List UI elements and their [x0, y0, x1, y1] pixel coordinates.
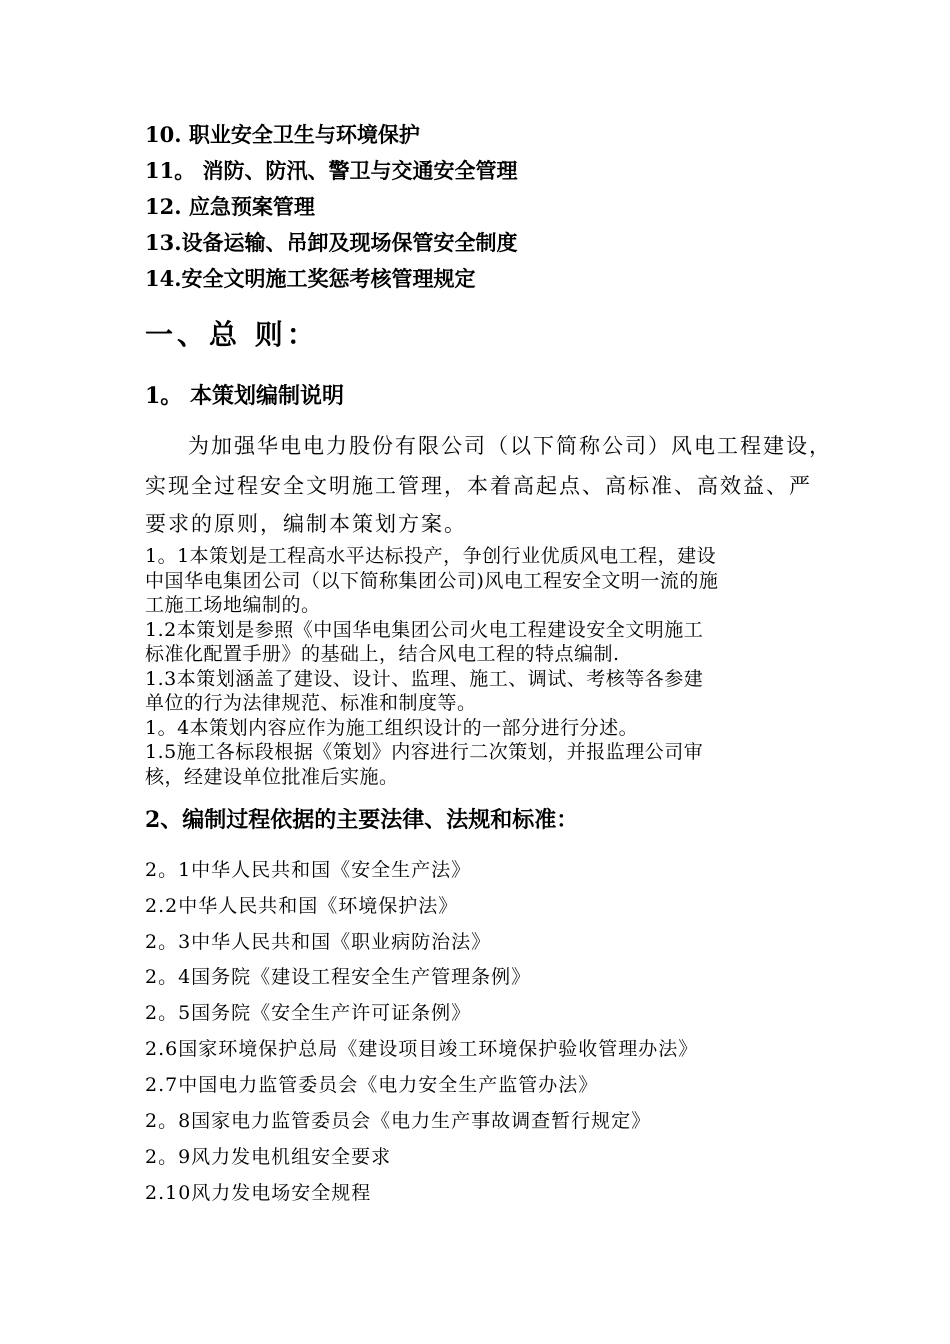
clause-line: 1.3本策划涵盖了建设、设计、监理、施工、调试、考核等各参建	[145, 668, 704, 690]
law-item: 2。9风力发电机组安全要求	[145, 1146, 392, 1168]
toc-item: 10. 职业安全卫生与环境保护	[145, 122, 420, 147]
clause-line: 1。1本策划是工程高水平达标投产，争创行业优质风电工程，建设	[145, 545, 717, 567]
clause-line: 单位的行为法律规范、标准和制度等。	[145, 692, 477, 714]
intro-paragraph-line: 为加强华电电力股份有限公司（以下简称公司）风电工程建设，	[188, 434, 832, 458]
toc-item: 13.设备运输、吊卸及现场保管安全制度	[145, 230, 518, 255]
law-item: 2.2中华人民共和国《环境保护法》	[145, 895, 459, 917]
section-heading-legal-basis: 2、编制过程依据的主要法律、法规和标准：	[145, 807, 579, 833]
law-item: 2。5国务院《安全生产许可证条例》	[145, 1002, 472, 1024]
law-item: 2.6国家环境保护总局《建设项目竣工环境保护验收管理办法》	[145, 1038, 699, 1060]
clause-line: 中国华电集团公司（以下简称集团公司)风电工程安全文明一流的施	[145, 570, 719, 592]
clause-line: 标准化配置手册》的基础上，结合风电工程的特点编制.	[145, 643, 620, 665]
clause-line: 1。4本策划内容应作为施工组织设计的一部分进行分述。	[145, 717, 639, 739]
toc-item: 14.安全文明施工奖惩考核管理规定	[145, 266, 476, 291]
clause-line: 1.2本策划是参照《中国华电集团公司火电工程建设安全文明施工	[145, 619, 704, 641]
subsection-heading-planning: 1。 本策划编制说明	[145, 383, 344, 409]
law-item: 2。1中华人民共和国《安全生产法》	[145, 859, 472, 881]
toc-item: 11。 消防、防汛、警卫与交通安全管理	[145, 158, 518, 183]
law-item: 2。4国务院《建设工程安全生产管理条例》	[145, 966, 532, 988]
law-item: 2。3中华人民共和国《职业病防治法》	[145, 931, 492, 953]
clause-line: 1.5施工各标段根据《策划》内容进行二次策划，并报监理公司审	[145, 741, 704, 763]
law-item: 2。8国家电力监管委员会《电力生产事故调查暂行规定》	[145, 1110, 652, 1132]
law-item: 2.7中国电力监管委员会《电力安全生产监管办法》	[145, 1074, 599, 1096]
intro-paragraph-line: 实现全过程安全文明施工管理，本着高起点、高标准、高效益、严	[145, 474, 812, 498]
law-item: 2.10风力发电场安全规程	[145, 1182, 372, 1204]
section-heading-general: 一、总 则：	[145, 318, 319, 351]
toc-item: 12. 应急预案管理	[145, 194, 315, 219]
clause-line: 核，经建设单位批准后实施。	[145, 766, 399, 788]
clause-line: 工施工场地编制的。	[145, 594, 321, 616]
intro-paragraph-line: 要求的原则，编制本策划方案。	[145, 512, 467, 536]
